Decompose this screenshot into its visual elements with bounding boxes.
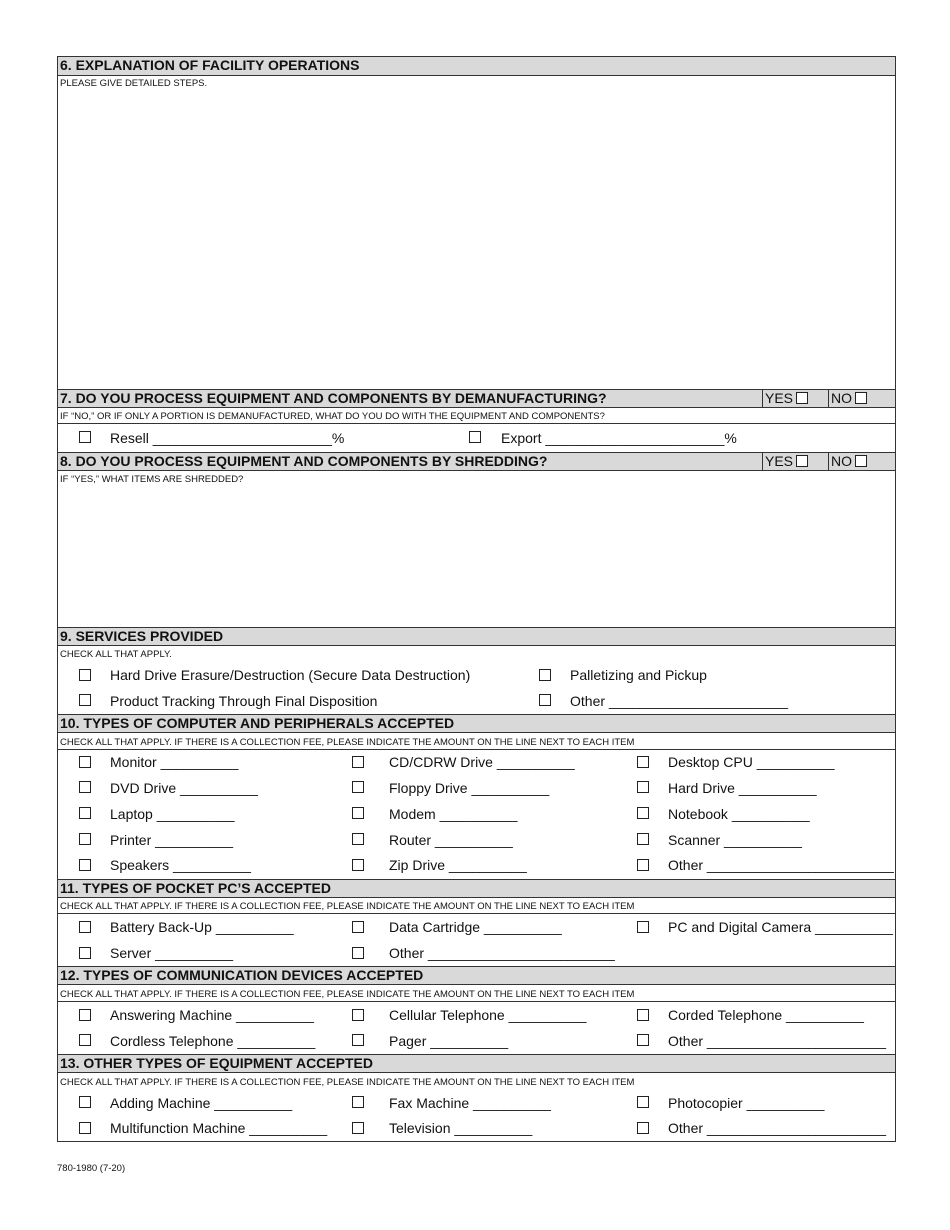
item-label: Cordless Telephone __________ — [110, 1033, 316, 1049]
item-label: Speakers __________ — [110, 857, 251, 873]
service-label: Palletizing and Pickup — [570, 667, 707, 683]
item-label: Hard Drive __________ — [668, 780, 817, 796]
item-checkbox[interactable] — [352, 859, 364, 871]
item-checkbox[interactable] — [637, 756, 649, 768]
shredding-yes[interactable]: YES — [762, 453, 828, 470]
section-13-header: 13. OTHER TYPES OF EQUIPMENT ACCEPTED — [58, 1054, 895, 1073]
service-checkbox[interactable] — [79, 694, 91, 706]
item-label: Modem __________ — [389, 806, 518, 822]
form-number: 780-1980 (7-20) — [57, 1163, 126, 1174]
section-13-note: CHECK ALL THAT APPLY. IF THERE IS A COLLECTION FEE, PLEASE INDICATE THE AMOUNT ON THE LINE NEXT TO EACH ITEM — [60, 1077, 635, 1088]
demanufacturing-no[interactable]: NO — [828, 390, 895, 407]
export-checkbox[interactable] — [469, 431, 481, 443]
service-label: Other _______________________ — [570, 693, 788, 709]
item-checkbox[interactable] — [352, 781, 364, 793]
item-label: Notebook __________ — [668, 806, 810, 822]
divider — [58, 423, 895, 424]
item-checkbox[interactable] — [352, 1096, 364, 1108]
item-label: Cellular Telephone __________ — [389, 1007, 587, 1023]
section-9-note: CHECK ALL THAT APPLY. — [60, 649, 172, 660]
item-label: Other _______________________ — [668, 1120, 886, 1136]
shredding-yes-checkbox[interactable] — [796, 455, 808, 467]
item-checkbox[interactable] — [79, 781, 91, 793]
section-8-note: IF “YES,” WHAT ITEMS ARE SHREDDED? — [60, 474, 244, 485]
shredding-no[interactable]: NO — [828, 453, 895, 470]
section-6-note: PLEASE GIVE DETAILED STEPS. — [60, 78, 208, 89]
section-10-note: CHECK ALL THAT APPLY. IF THERE IS A COLLECTION FEE, PLEASE INDICATE THE AMOUNT ON THE LINE NEXT TO EACH ITEM — [60, 737, 635, 748]
section-7-header: 7. DO YOU PROCESS EQUIPMENT AND COMPONENTS BY DEMANUFACTURING? YES NO — [58, 389, 895, 408]
item-label: Other ________________________ — [668, 857, 894, 873]
item-label: Answering Machine __________ — [110, 1007, 314, 1023]
item-label: Zip Drive __________ — [389, 857, 527, 873]
item-label: Fax Machine __________ — [389, 1095, 551, 1111]
item-checkbox[interactable] — [637, 1096, 649, 1108]
item-checkbox[interactable] — [637, 1034, 649, 1046]
item-checkbox[interactable] — [637, 1009, 649, 1021]
export-label: Export _______________________% — [501, 430, 737, 446]
item-checkbox[interactable] — [352, 756, 364, 768]
section-12-header: 12. TYPES OF COMMUNICATION DEVICES ACCEPTED — [58, 966, 895, 985]
resell-checkbox[interactable] — [79, 431, 91, 443]
item-label: Printer __________ — [110, 832, 233, 848]
item-checkbox[interactable] — [637, 807, 649, 819]
item-label: Battery Back-Up __________ — [110, 919, 294, 935]
service-checkbox[interactable] — [79, 669, 91, 681]
section-12-note: CHECK ALL THAT APPLY. IF THERE IS A COLLECTION FEE, PLEASE INDICATE THE AMOUNT ON THE LINE NEXT TO EACH ITEM — [60, 989, 635, 1000]
item-checkbox[interactable] — [637, 833, 649, 845]
item-checkbox[interactable] — [79, 1096, 91, 1108]
item-label: Television __________ — [389, 1120, 533, 1136]
shredded-items-textarea[interactable] — [58, 485, 895, 627]
item-label: DVD Drive __________ — [110, 780, 258, 796]
item-checkbox[interactable] — [79, 1009, 91, 1021]
item-checkbox[interactable] — [352, 947, 364, 959]
item-label: Other _______________________ — [668, 1033, 886, 1049]
item-label: Monitor __________ — [110, 754, 239, 770]
item-label: CD/CDRW Drive __________ — [389, 754, 575, 770]
item-checkbox[interactable] — [79, 859, 91, 871]
service-checkbox[interactable] — [539, 669, 551, 681]
item-label: Floppy Drive __________ — [389, 780, 550, 796]
item-checkbox[interactable] — [79, 807, 91, 819]
service-label: Hard Drive Erasure/Destruction (Secure Data Destruction) — [110, 667, 471, 683]
item-label: Corded Telephone __________ — [668, 1007, 864, 1023]
item-checkbox[interactable] — [352, 1009, 364, 1021]
item-checkbox[interactable] — [79, 947, 91, 959]
item-checkbox[interactable] — [79, 833, 91, 845]
application-form — [57, 56, 896, 1142]
item-checkbox[interactable] — [352, 1122, 364, 1134]
item-label: Desktop CPU __________ — [668, 754, 835, 770]
facility-operations-textarea[interactable] — [58, 89, 895, 389]
item-checkbox[interactable] — [79, 921, 91, 933]
section-9-header: 9. SERVICES PROVIDED — [58, 627, 895, 646]
item-checkbox[interactable] — [79, 1122, 91, 1134]
section-11-header: 11. TYPES OF POCKET PC’S ACCEPTED — [58, 879, 895, 898]
section-7-note: IF “NO,” OR IF ONLY A PORTION IS DEMANUFACTURED, WHAT DO YOU DO WITH THE EQUIPMENT AND COMPONENTS? — [60, 411, 605, 422]
item-label: Server __________ — [110, 945, 233, 961]
divider — [58, 1001, 895, 1002]
item-label: Photocopier __________ — [668, 1095, 825, 1111]
section-10-header: 10. TYPES OF COMPUTER AND PERIPHERALS ACCEPTED — [58, 714, 895, 733]
item-checkbox[interactable] — [637, 1122, 649, 1134]
item-label: Adding Machine __________ — [110, 1095, 293, 1111]
item-label: Other ________________________ — [389, 945, 615, 961]
demanufacturing-yes-checkbox[interactable] — [796, 392, 808, 404]
item-label: Router __________ — [389, 832, 513, 848]
item-label: PC and Digital Camera __________ — [668, 919, 893, 935]
item-label: Scanner __________ — [668, 832, 802, 848]
divider — [58, 749, 895, 750]
section-11-note: CHECK ALL THAT APPLY. IF THERE IS A COLLECTION FEE, PLEASE INDICATE THE AMOUNT ON THE LINE NEXT TO EACH ITEM — [60, 901, 635, 912]
item-checkbox[interactable] — [352, 921, 364, 933]
demanufacturing-no-checkbox[interactable] — [855, 392, 867, 404]
item-label: Laptop __________ — [110, 806, 235, 822]
item-label: Data Cartridge __________ — [389, 919, 562, 935]
service-label: Product Tracking Through Final Disposition — [110, 693, 378, 709]
item-checkbox[interactable] — [637, 921, 649, 933]
section-6-header: 6. EXPLANATION OF FACILITY OPERATIONS — [58, 57, 895, 76]
item-checkbox[interactable] — [352, 1034, 364, 1046]
item-checkbox[interactable] — [352, 833, 364, 845]
resell-label: Resell _______________________% — [110, 430, 345, 446]
item-label: Pager __________ — [389, 1033, 509, 1049]
item-checkbox[interactable] — [79, 1034, 91, 1046]
item-checkbox[interactable] — [637, 781, 649, 793]
item-checkbox[interactable] — [637, 859, 649, 871]
section-8-header: 8. DO YOU PROCESS EQUIPMENT AND COMPONENTS BY SHREDDING? YES NO — [58, 452, 895, 471]
item-checkbox[interactable] — [79, 756, 91, 768]
service-checkbox[interactable] — [539, 694, 551, 706]
demanufacturing-yes[interactable]: YES — [762, 390, 828, 407]
divider — [58, 913, 895, 914]
item-checkbox[interactable] — [352, 807, 364, 819]
shredding-no-checkbox[interactable] — [855, 455, 867, 467]
item-label: Multifunction Machine __________ — [110, 1120, 328, 1136]
